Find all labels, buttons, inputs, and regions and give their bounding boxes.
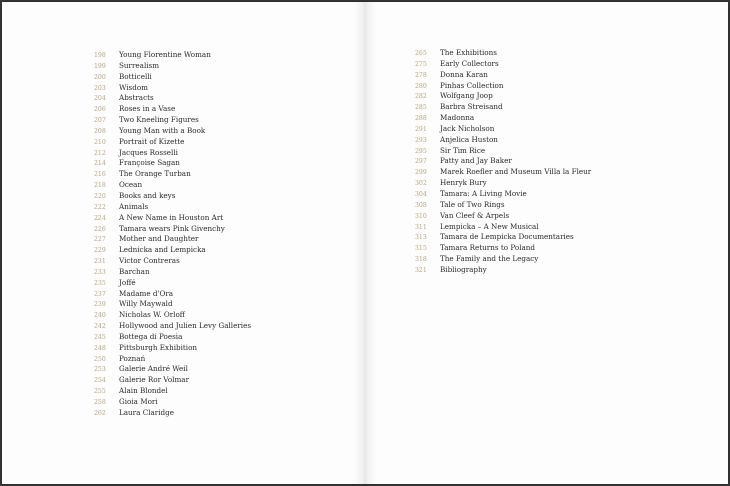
contents-entry xyxy=(415,48,591,59)
contents-entry xyxy=(415,178,591,189)
contents-entry xyxy=(415,124,591,135)
entry-page-number: 233 xyxy=(94,268,106,276)
right-contents-list xyxy=(415,48,591,276)
entry-title: Poznań xyxy=(119,353,146,363)
entry-page-number: 315 xyxy=(415,245,427,253)
contents-entry xyxy=(415,222,591,233)
entry-page-number: 248 xyxy=(94,344,106,352)
entry-page-number: 278 xyxy=(415,71,427,79)
entry-title: Gioia Mori xyxy=(119,397,158,406)
contents-entry xyxy=(94,72,251,83)
entry-title: Tamara wears Pink Givenchy xyxy=(119,223,225,233)
entry-page-number: 254 xyxy=(94,377,106,385)
contents-entry xyxy=(94,180,251,191)
contents-entry xyxy=(94,332,251,343)
contents-entry xyxy=(94,364,251,375)
contents-entry xyxy=(415,211,591,222)
entry-title: Tamara Returns to Poland xyxy=(440,243,536,253)
entry-page-number: 308 xyxy=(415,201,427,209)
contents-entry xyxy=(415,189,591,200)
contents-entry xyxy=(94,245,251,256)
contents-entry xyxy=(94,104,251,115)
contents-entry xyxy=(94,321,251,332)
entry-title: Henryk Bury xyxy=(440,178,487,188)
entry-title: Abstracts xyxy=(119,93,154,103)
entry-page-number: 200 xyxy=(94,73,106,81)
entry-title: Tale of Two Rings xyxy=(440,199,505,209)
entry-title: Barchan xyxy=(119,266,150,276)
entry-page-number: 212 xyxy=(94,149,106,157)
entry-page-number: 206 xyxy=(94,106,106,114)
contents-entry xyxy=(94,202,251,213)
entry-page-number: 318 xyxy=(415,256,427,264)
entry-title: Anjelica Huston xyxy=(440,134,498,144)
entry-page-number: 304 xyxy=(415,190,427,198)
entry-title: Bibliography xyxy=(440,264,487,274)
entry-page-number: 216 xyxy=(94,171,106,179)
contents-entry xyxy=(94,408,251,419)
book-gutter xyxy=(354,2,376,484)
contents-entry xyxy=(94,93,251,104)
entry-title: Pittsburgh Exhibition xyxy=(119,342,198,352)
entry-page-number: 280 xyxy=(415,82,427,90)
entry-title: Bottega di Poesia xyxy=(119,331,183,341)
contents-entry xyxy=(94,397,251,408)
entry-title: Patty and Jay Baker xyxy=(440,156,512,166)
contents-entry xyxy=(94,213,251,224)
contents-entry xyxy=(415,113,591,124)
entry-title: Pinhas Collection xyxy=(440,80,504,90)
entry-page-number: 210 xyxy=(94,138,106,146)
entry-page-number: 297 xyxy=(415,158,427,166)
entry-page-number: 204 xyxy=(94,95,106,103)
entry-title: Sir Tim Rice xyxy=(440,145,486,155)
contents-entry xyxy=(94,267,251,278)
entry-page-number: 240 xyxy=(94,312,106,320)
entry-page-number: 310 xyxy=(415,212,427,220)
contents-entry xyxy=(415,70,591,81)
entry-page-number: 235 xyxy=(94,279,106,287)
entry-page-number: 288 xyxy=(415,115,427,123)
entry-title: Early Collectors xyxy=(440,58,499,68)
left-page xyxy=(2,2,364,484)
entry-page-number: 229 xyxy=(94,247,106,255)
entry-page-number: 227 xyxy=(94,236,106,244)
contents-entry xyxy=(94,278,251,289)
entry-page-number: 253 xyxy=(94,366,106,374)
entry-page-number: 239 xyxy=(94,301,106,309)
entry-page-number: 258 xyxy=(94,399,106,406)
entry-page-number: 255 xyxy=(94,388,106,396)
entry-title: Galerie André Weil xyxy=(119,364,188,374)
entry-title: Madonna xyxy=(440,113,475,123)
entry-title: Marek Roefler and Museum Villa la Fleur xyxy=(440,167,592,177)
entry-title: Tamara de Lempicka Documentaries xyxy=(440,232,574,242)
entry-page-number: 203 xyxy=(94,84,106,92)
entry-page-number: 242 xyxy=(94,323,106,331)
entry-page-number: 231 xyxy=(94,258,106,266)
entry-title: Joffé xyxy=(119,277,136,287)
entry-page-number: 311 xyxy=(415,223,427,231)
book-spread xyxy=(2,2,728,484)
contents-entry xyxy=(94,126,251,137)
left-contents-list xyxy=(94,50,251,419)
entry-page-number: 245 xyxy=(94,333,106,341)
entry-title: Tamara: A Living Movie xyxy=(440,188,527,198)
contents-entry xyxy=(415,232,591,243)
entry-page-number: 262 xyxy=(94,409,106,417)
entry-title: Barbra Streisand xyxy=(440,102,503,112)
entry-page-number: 214 xyxy=(94,160,106,168)
entry-page-number: 250 xyxy=(94,355,106,363)
entry-title: Young Man with a Book xyxy=(119,125,206,135)
contents-entry xyxy=(415,156,591,167)
contents-entry xyxy=(415,265,591,276)
entry-title: Two Kneeling Figures xyxy=(119,115,199,125)
contents-entry xyxy=(415,91,591,102)
entry-page-number: 291 xyxy=(415,125,427,133)
contents-entry xyxy=(94,310,251,321)
entry-page-number: 313 xyxy=(415,234,427,242)
entry-page-number: 321 xyxy=(415,266,427,274)
entry-title: A New Name in Houston Art xyxy=(119,212,224,222)
entry-title: Françoise Sagan xyxy=(119,158,180,168)
contents-entry xyxy=(94,169,251,180)
contents-entry xyxy=(94,158,251,169)
entry-page-number: 207 xyxy=(94,117,106,125)
contents-entry xyxy=(94,234,251,245)
contents-entry xyxy=(415,167,591,178)
entry-title: Mother and Daughter xyxy=(119,234,199,244)
entry-title: Roses in a Vase xyxy=(119,104,176,114)
contents-entry xyxy=(415,254,591,265)
entry-title: The Orange Turban xyxy=(119,169,191,179)
entry-title: Wisdom xyxy=(119,82,148,92)
contents-entry xyxy=(94,61,251,72)
entry-title: Jack Nicholson xyxy=(440,123,495,133)
entry-title: Madame d'Ora xyxy=(119,288,174,298)
entry-page-number: 285 xyxy=(415,104,427,112)
entry-page-number: 218 xyxy=(94,182,106,190)
entry-title: Young Florentine Woman xyxy=(119,50,211,59)
entry-page-number: 265 xyxy=(415,50,427,57)
entry-title: Botticelli xyxy=(119,71,152,81)
contents-entry xyxy=(94,354,251,365)
entry-title: Van Cleef & Arpels xyxy=(440,210,510,220)
contents-entry xyxy=(94,148,251,159)
entry-page-number: 302 xyxy=(415,180,427,188)
entry-title: Hollywood and Julien Levy Galleries xyxy=(119,321,252,331)
contents-entry xyxy=(415,81,591,92)
entry-title: Books and keys xyxy=(119,190,176,200)
contents-entry xyxy=(415,243,591,254)
entry-title: Lempicka – A New Musical xyxy=(440,221,539,231)
contents-entry xyxy=(94,83,251,94)
entry-title: Willy Maywald xyxy=(119,299,173,309)
entry-title: The Exhibitions xyxy=(440,48,497,57)
entry-page-number: 226 xyxy=(94,225,106,233)
contents-entry xyxy=(415,102,591,113)
entry-title: Surrealism xyxy=(119,60,160,70)
entry-page-number: 208 xyxy=(94,127,106,135)
contents-entry xyxy=(94,289,251,300)
entry-page-number: 299 xyxy=(415,169,427,177)
entry-title: Victor Contreras xyxy=(119,256,180,266)
entry-page-number: 199 xyxy=(94,62,106,70)
entry-page-number: 220 xyxy=(94,192,106,200)
contents-entry xyxy=(94,191,251,202)
entry-title: Donna Karan xyxy=(440,69,488,79)
contents-entry xyxy=(94,343,251,354)
contents-entry xyxy=(415,200,591,211)
entry-page-number: 224 xyxy=(94,214,106,222)
entry-title: Nicholas W. Orloff xyxy=(119,310,185,320)
entry-page-number: 237 xyxy=(94,290,106,298)
entry-title: Laura Claridge xyxy=(119,407,174,417)
contents-entry xyxy=(94,224,251,235)
entry-page-number: 222 xyxy=(94,203,106,211)
contents-entry xyxy=(415,146,591,157)
contents-entry xyxy=(94,375,251,386)
contents-entry xyxy=(94,386,251,397)
contents-entry xyxy=(94,137,251,148)
entry-title: Wolfgang Joop xyxy=(440,91,493,101)
entry-page-number: 293 xyxy=(415,136,427,144)
entry-title: The Family and the Legacy xyxy=(440,254,539,264)
entry-page-number: 295 xyxy=(415,147,427,155)
entry-title: Animals xyxy=(119,201,149,211)
entry-title: Ocean xyxy=(119,180,143,190)
entry-title: Jacques Rosselli xyxy=(119,147,178,157)
entry-page-number: 282 xyxy=(415,93,427,101)
contents-entry xyxy=(415,135,591,146)
contents-entry xyxy=(94,115,251,126)
contents-entry xyxy=(94,299,251,310)
contents-entry xyxy=(415,59,591,70)
entry-title: Alain Blondel xyxy=(119,386,168,396)
entry-title: Lednicka and Lempicka xyxy=(119,245,206,255)
entry-page-number: 198 xyxy=(94,52,106,59)
entry-page-number: 275 xyxy=(415,60,427,68)
contents-entry xyxy=(94,50,251,61)
entry-title: Galerie Ror Volmar xyxy=(119,375,190,385)
entry-title: Portrait of Kizette xyxy=(119,136,185,146)
contents-entry xyxy=(94,256,251,267)
